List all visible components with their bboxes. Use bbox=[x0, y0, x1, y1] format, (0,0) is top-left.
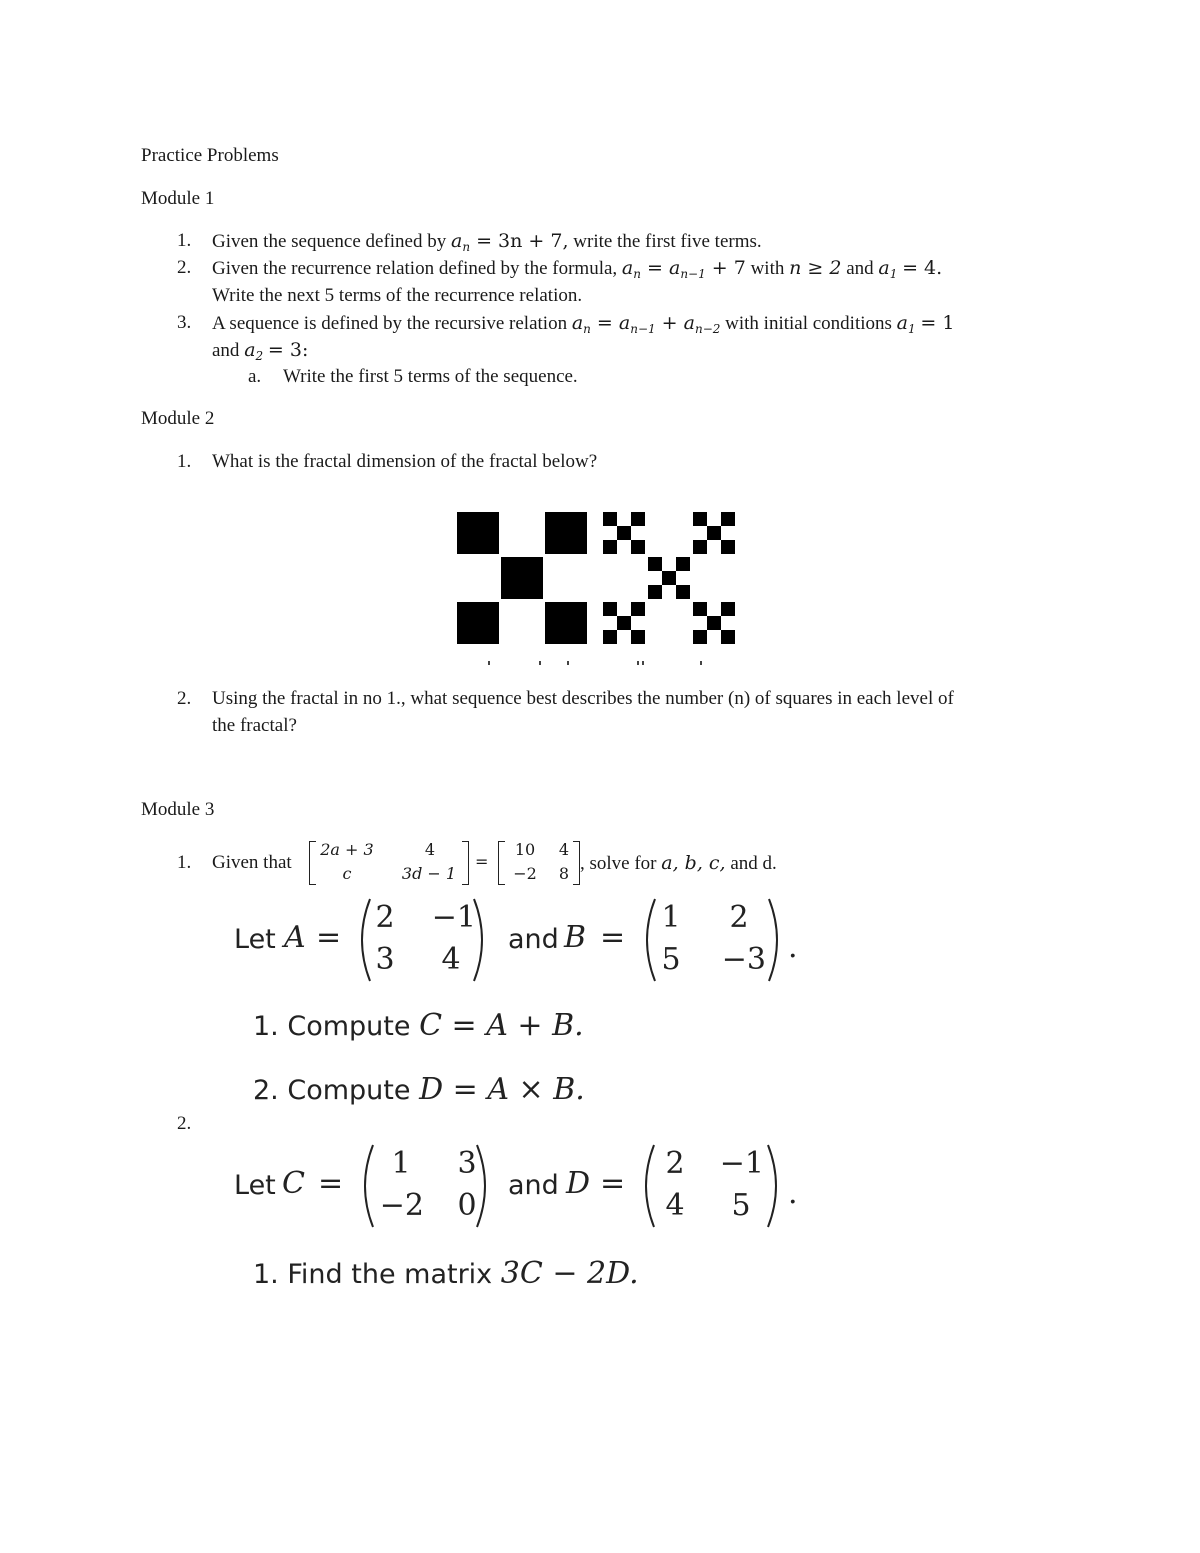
m3-q1-m2-cell-11: 10 bbox=[514, 840, 536, 859]
fractal-figure bbox=[455, 510, 740, 665]
m1-q1-number: 1. bbox=[177, 230, 192, 251]
matrix-b-cell-12: 2 bbox=[729, 900, 749, 935]
m1-q3a-text: Write the first 5 terms of the sequence. bbox=[283, 366, 578, 387]
m2-q1-number: 1. bbox=[177, 451, 192, 472]
matrix-a-cell-21: 3 bbox=[375, 942, 395, 977]
equals-sign-b: = bbox=[600, 920, 626, 955]
period-2: . bbox=[788, 1176, 798, 1211]
m3-q1-post: , solve for a, b, c, and d. bbox=[580, 852, 777, 874]
matrix-a-name: A bbox=[284, 920, 306, 955]
task-find-matrix: 1. Find the matrix 3C − 2D. bbox=[253, 1256, 639, 1291]
m3-q1-number: 1. bbox=[177, 852, 192, 873]
matrix-c-name: C bbox=[282, 1166, 305, 1201]
matrix-c-cell-12: 3 bbox=[457, 1146, 477, 1181]
equals-sign-d: = bbox=[600, 1166, 626, 1201]
m1-q3-number: 3. bbox=[177, 312, 192, 333]
page-title: Practice Problems bbox=[141, 145, 279, 166]
m1-q1-text: Given the sequence defined by $a_n = 3n + 7$, write the first five terms. bbox=[212, 230, 762, 254]
m1-q3-line2: and $a_2 = 3$: bbox=[212, 339, 309, 363]
m3-q1-matrix1-right-bracket bbox=[462, 841, 469, 885]
matrix-d-cell-12: −1 bbox=[719, 1146, 764, 1181]
m3-q1-m2-cell-12: 4 bbox=[558, 840, 570, 859]
matrix-a-cell-11: 2 bbox=[375, 900, 395, 935]
matrix-c-cell-21: −2 bbox=[379, 1188, 424, 1223]
and-label-1: and bbox=[508, 924, 559, 955]
let-a-label: Let bbox=[234, 924, 276, 955]
matrix-d-cell-22: 5 bbox=[731, 1188, 751, 1223]
m2-q2-line1: Using the fractal in no 1., what sequence best describes the number (n) of squares in each level of bbox=[212, 688, 954, 709]
matrix-b-cell-22: −3 bbox=[721, 942, 766, 977]
m1-q2-line2: Write the next 5 terms of the recurrence relation. bbox=[212, 285, 583, 306]
matrix-d-cell-21: 4 bbox=[665, 1188, 685, 1223]
matrix-b-name: B bbox=[564, 920, 587, 955]
m1-q2-number: 2. bbox=[177, 257, 192, 278]
m3-q2-number: 2. bbox=[177, 1113, 192, 1134]
m1-q3a-label: a. bbox=[248, 366, 262, 387]
m3-q1-matrix2-right-bracket bbox=[573, 841, 580, 885]
module-3-heading: Module 3 bbox=[141, 799, 215, 820]
task-compute-d: 2. Compute D = A × B. bbox=[253, 1072, 585, 1107]
task-compute-c: 1. Compute C = A + B. bbox=[253, 1008, 584, 1043]
matrix-b-cell-11: 1 bbox=[661, 900, 681, 935]
matrix-b-cell-21: 5 bbox=[661, 942, 681, 977]
matrix-a-cell-22: 4 bbox=[441, 942, 461, 977]
matrix-c-cell-11: 1 bbox=[391, 1146, 411, 1181]
let-c-label: Let bbox=[234, 1170, 276, 1201]
m3-q1-matrix1-left-bracket bbox=[309, 841, 316, 885]
fractal-level-1 bbox=[457, 512, 587, 644]
m2-q2-number: 2. bbox=[177, 688, 192, 709]
m1-q2-text: Given the recurrence relation defined by the formula, $a_n = a_{n-1} + 7$ with n ≥ 2 and $a_1 = 4$. bbox=[212, 257, 943, 281]
m1-q3-text: A sequence is defined by the recursive relation $a_n = a_{n-1} + a_{n-2}$ with initial conditions $a_1 = 1$ bbox=[212, 312, 955, 336]
matrix-a-cell-12: −1 bbox=[431, 900, 476, 935]
m3-q1-m1-cell-11: 2a + 3 bbox=[320, 840, 374, 859]
period-1: . bbox=[788, 930, 798, 965]
module-2-heading: Module 2 bbox=[141, 408, 215, 429]
matrix-c-cell-22: 0 bbox=[457, 1188, 477, 1223]
matrix-d-cell-11: 2 bbox=[665, 1146, 685, 1181]
m3-q1-m2-cell-22: 8 bbox=[558, 864, 570, 883]
m3-q1-m2-cell-21: −2 bbox=[513, 864, 537, 883]
fractal-caption-remnants bbox=[488, 661, 702, 665]
m3-q1-m1-cell-22: 3d − 1 bbox=[401, 864, 457, 883]
m3-q1-m1-cell-12: 4 bbox=[424, 840, 436, 859]
m2-q1-text: What is the fractal dimension of the fractal below? bbox=[212, 451, 598, 472]
m3-q1-matrix2-left-bracket bbox=[498, 841, 505, 885]
m1-q1-formula: $a_n = 3n + 7$, bbox=[451, 230, 569, 254]
equals-sign-a: = bbox=[316, 920, 342, 955]
and-label-2: and bbox=[508, 1170, 559, 1201]
m3-q1-pre: Given that bbox=[212, 852, 292, 873]
module-1-heading: Module 1 bbox=[141, 188, 215, 209]
matrix-d-name: D bbox=[566, 1166, 591, 1201]
m2-q2-line2: the fractal? bbox=[212, 715, 297, 736]
fractal-level-2 bbox=[603, 512, 735, 644]
equals-sign-c: = bbox=[318, 1166, 344, 1201]
m3-q1-m1-cell-21: c bbox=[342, 864, 352, 883]
m3-q1-equals: = bbox=[475, 852, 489, 871]
